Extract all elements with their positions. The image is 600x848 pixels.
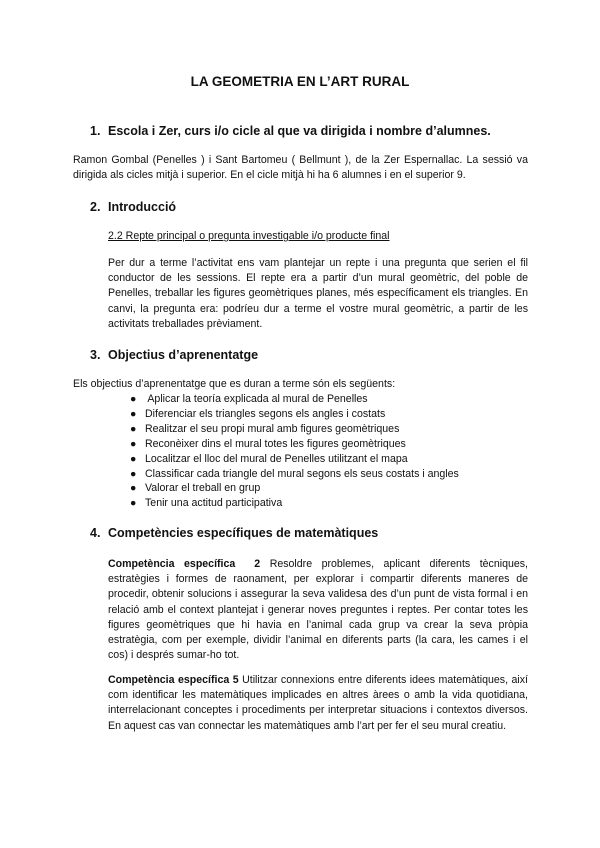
section-number: 2. <box>90 200 101 214</box>
section-number: 3. <box>90 348 101 362</box>
list-item <box>130 452 459 467</box>
list-item <box>130 467 459 482</box>
list-item-text: Localitzar el lloc del mural de Penelles utilitzant el mapa <box>145 452 408 465</box>
bullet-icon: ● <box>130 467 137 480</box>
section-2-heading <box>90 200 176 214</box>
list-item-text: Classificar cada triangle del mural segons els seus costats i angles <box>145 467 459 480</box>
competency-5-paragraph <box>108 673 528 734</box>
list-item-text: Tenir una actitud participativa <box>145 497 283 510</box>
section-4-heading <box>90 526 378 540</box>
objectives-list <box>130 392 459 511</box>
list-item <box>130 496 459 511</box>
objectives-intro: Els objectius d’aprenentatge que es duran a terme són els següents: <box>73 378 396 390</box>
list-item <box>130 392 459 407</box>
bullet-icon: ● <box>130 422 137 435</box>
list-item-text: Aplicar la teoría explicada al mural de Penelles <box>145 393 368 405</box>
section-2-subheading: 2.2 Repte principal o pregunta investigable i/o producte final <box>108 230 390 242</box>
competency-text: Utilitzar connexions entre diferents idees matemàtiques, així com identificar les matemàtiques implicades en altres àrees o amb la vida quotidiana, interrelacionant conceptes i procediments per interpretar situacions i contextos diversos. En aquest cas van connectar les matemàtiques amb l’art per fer el seu mural creatiu. <box>108 674 528 732</box>
section-1-heading <box>90 124 491 138</box>
competency-2-paragraph <box>108 557 528 663</box>
section-2-paragraph: Per dur a terme l’activitat ens vam plantejar un repte i una pregunta que serien el fil conductor de les sessions. El repte era a partir d’un mural geomètric, del poble de Penelles, treballar les figures geomètriques planes, més específicament els triangles. En canvi, la pregunta era: podríeu dur a terme el vostre mural geomètric, a partir de les activitats treballades prèviament. <box>108 257 528 330</box>
heading-text: Competències específiques de matemàtiques <box>108 526 379 540</box>
document-title: LA GEOMETRIA EN L’ART RURAL <box>190 74 410 89</box>
bullet-icon: ● <box>130 482 137 495</box>
list-item-text: Reconèixer dins el mural totes les figures geomètriques <box>145 437 406 450</box>
section-3-heading <box>90 348 258 362</box>
list-item <box>130 481 459 496</box>
list-item-text: Diferenciar els triangles segons els angles i costats <box>145 407 386 420</box>
list-item <box>130 422 459 437</box>
list-item-text: Valorar el treball en grup <box>145 482 261 495</box>
heading-text: Escola i Zer, curs i/o cicle al que va dirigida i nombre d’alumnes. <box>108 124 491 138</box>
bullet-icon: ● <box>130 407 137 420</box>
heading-text: Objectius d’aprenentatge <box>108 348 259 362</box>
section-number: 1. <box>90 124 101 138</box>
bullet-icon: ● <box>130 452 137 465</box>
competency-text: Resoldre problemes, aplicant diferents tècniques, estratègies i formes de raonament, per explorar i compartir diferents maneres de procedir, obtenir solucions i assegurar la seva validesa des d’un punt de vista formal i en relació amb el context plantejat i generar noves preguntes i reptes. Per contar totes les figures geomètriques que hi havia en l’animal cada grup va crear la seva pròpia estratègia, com per exemple, dividir l’animal en diferents parts (la cara, les cames i el cos) i després sumar-ho tot. <box>108 558 528 662</box>
bullet-icon: ● <box>130 437 137 450</box>
bullet-icon: ● <box>130 497 137 510</box>
section-number: 4. <box>90 526 101 540</box>
competency-label: Competència específica 2 <box>108 558 261 570</box>
list-item <box>130 407 459 422</box>
section-1-paragraph: Ramon Gombal (Penelles ) i Sant Bartomeu ( Bellmunt ), de la Zer Espernallac. La sessió va dirigida als cicles mitjà i superior. En el cicle mitjà hi ha 6 alumnes i en el superior 9. <box>73 154 528 182</box>
list-item-text: Realitzar el seu propi mural amb figures geomètriques <box>145 422 400 435</box>
list-item <box>130 437 459 452</box>
bullet-icon: ● <box>130 393 137 405</box>
heading-text: Introducció <box>108 200 177 214</box>
competency-label: Competència específica 5 <box>108 674 239 686</box>
